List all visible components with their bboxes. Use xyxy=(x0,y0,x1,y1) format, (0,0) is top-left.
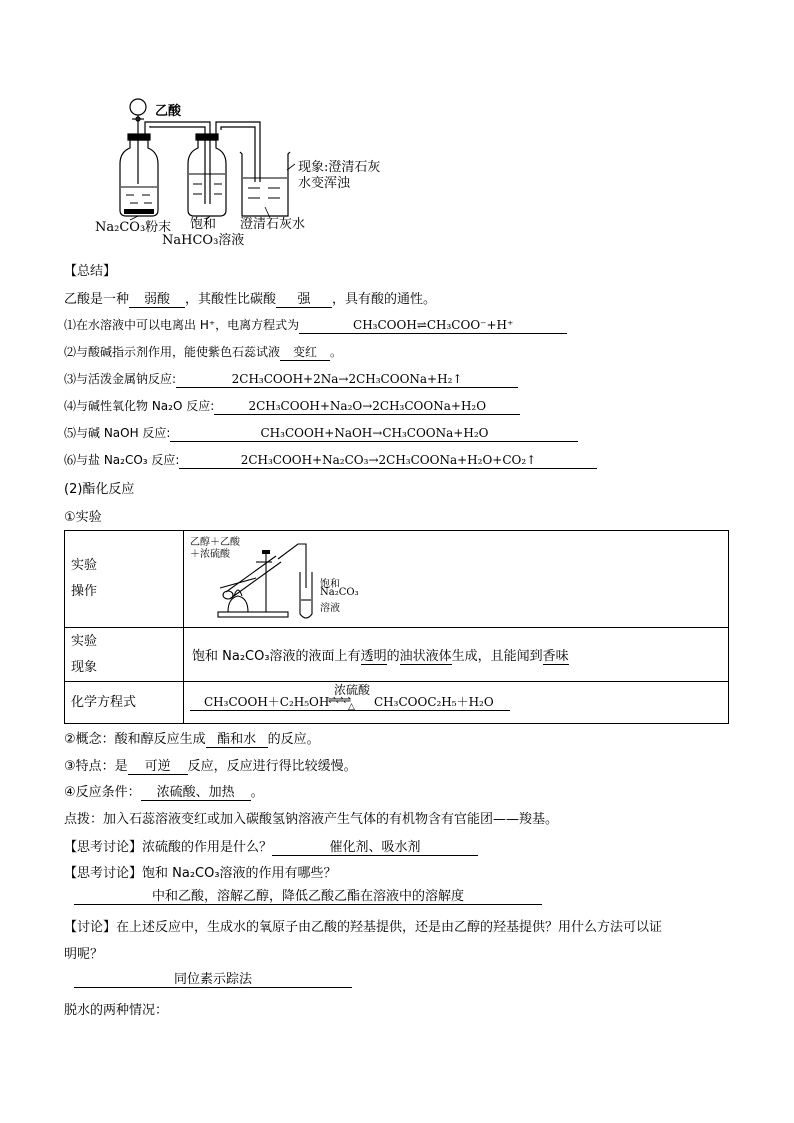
table-row-operation xyxy=(65,531,729,628)
sodium-equation: 2CH₃COOH+2Na→2CH₃COONa+H₂↑ xyxy=(176,372,518,388)
diagram-label-saturated-3: 溶液 xyxy=(320,603,340,614)
sodium-oxide-equation: 2CH₃COOH+Na₂O→2CH₃COONa+H₂O xyxy=(214,399,520,415)
esterification-heading: (2)酯化反应 xyxy=(64,482,135,497)
equation-heat: △ xyxy=(348,702,355,712)
apparatus-label-saturated-2: NaHCO₃溶液 xyxy=(162,233,245,248)
summary-item-6: ⑹与盐 Na₂CO₃ 反应: 2CH₃COOH+Na₂CO₃→2CH₃COONa+H₂O+CO₂↑ xyxy=(64,451,597,469)
discussion-3-line-1: 【讨论】在上述反应中，生成水的氧原子由乙酸的羟基提供，还是由乙醇的羟基提供？用什么方法可以证 xyxy=(64,920,663,935)
blank-conditions: 浓硫酸、加热 xyxy=(141,785,251,801)
diagram-label-saturated-2: Na₂CO₃ xyxy=(320,587,359,598)
equation-cell xyxy=(184,682,729,724)
equation-products: CH₃COOC₂H₅＋H₂O xyxy=(374,695,494,709)
phenomenon-cell: 饱和 Na₂CO₃溶液的液面上有透明的油状液体生成，且能闻到香味 xyxy=(184,628,729,682)
discussion-1: 【思考讨论】浓硫酸的作用是什么？ 催化剂、吸水剂 xyxy=(64,836,478,856)
discussion-3-line-2: 明呢？ xyxy=(64,947,104,962)
operation-header: 实验 操作 xyxy=(65,531,184,628)
discussion-2-answer xyxy=(74,889,542,905)
summary-item-5: ⑸与碱 NaOH 反应: CH₃COOH+NaOH→CH₃COONa+H₂O xyxy=(64,424,578,442)
blank-weak-acid: 弱酸 xyxy=(129,292,185,308)
feature-line: ③特点：是 可逆 反应，反应进行得比较缓慢。 xyxy=(64,759,357,774)
answer-carbonate-role: 中和乙酸，溶解乙醇，降低乙酸乙酯在溶液中的溶解度 xyxy=(74,889,542,905)
experiment-subheading: ①实验 xyxy=(64,510,102,525)
summary-item-1: ⑴在水溶液中可以电离出 H⁺，电离方程式为 CH₃COOH⇌CH₃COO⁻+H⁺ xyxy=(64,316,567,334)
dehydration-line: 脱水的两种情况： xyxy=(64,1003,169,1018)
blank-reversible: 可逆 xyxy=(128,759,188,775)
equation-header: 化学方程式 xyxy=(65,682,184,724)
blank-stronger: 强 xyxy=(276,292,332,308)
equation-catalyst: 浓硫酸 xyxy=(334,683,371,697)
apparatus-label-na2co3: Na₂CO₃粉末 xyxy=(95,220,172,235)
equation-reactants: CH₃COOH＋C₂H₅OH xyxy=(204,695,330,709)
apparatus-label-acid: 乙酸 xyxy=(155,104,182,119)
experiment-table xyxy=(64,530,729,724)
diagram-label-saturated-1: 饱和 xyxy=(320,579,340,590)
diagram-label-reagents-1: 乙醇＋乙酸 xyxy=(190,537,240,548)
sodium-carbonate-equation: 2CH₃COOH+Na₂CO₃→2CH₃COONa+H₂O+CO₂↑ xyxy=(179,453,597,469)
concept-line: ②概念：酸和醇反应生成 酯和水 的反应。 xyxy=(64,732,320,747)
esterification-equation xyxy=(190,683,510,712)
naoh-equation: CH₃COOH+NaOH→CH₃COONa+H₂O xyxy=(170,426,578,442)
blank-ester-and-water: 酯和水 xyxy=(206,732,268,748)
summary-item-3: ⑶与活泼金属钠反应: 2CH₃COOH+2Na→2CH₃COONa+H₂↑ xyxy=(64,370,518,388)
blank-turns-red: 变红 xyxy=(280,345,330,361)
apparatus-label-saturated-1: 饱和 xyxy=(190,217,217,232)
apparatus-label-observation-2: 水变浑浊 xyxy=(298,176,351,191)
answer-oily-liquid: 油状液体 xyxy=(399,649,452,664)
table-row-equation xyxy=(65,682,729,724)
operation-diagram-cell xyxy=(184,531,729,628)
acid-property-line: 乙酸是一种 弱酸 ，其酸性比碳酸 强 ，具有酸的通性。 xyxy=(64,292,437,307)
table-row-phenomenon xyxy=(65,628,729,682)
tip-line: 点拨：加入石蕊溶液变红或加入碳酸氢钠溶液产生气体的有机物含有官能团——羧基。 xyxy=(64,812,559,827)
condition-line: ④反应条件： 浓硫酸、加热 。 xyxy=(64,785,264,800)
summary-item-2: ⑵与酸碱指示剂作用，能使紫色石蕊试液 变红 。 xyxy=(64,345,343,359)
discussion-3-answer xyxy=(74,972,352,988)
answer-transparent: 透明 xyxy=(360,649,387,664)
answer-isotope-tracing: 同位素示踪法 xyxy=(74,972,352,988)
apparatus-label-limewater: 澄清石灰水 xyxy=(240,217,306,232)
apparatus-label-observation-1: 现象:澄清石灰 xyxy=(298,160,381,175)
summary-item-4: ⑷与碱性氧化物 Na₂O 反应: 2CH₃COOH+Na₂O→2CH₃COONa+H₂O xyxy=(64,397,520,415)
diagram-label-reagents-2: ＋浓硫酸 xyxy=(190,549,230,560)
phenomenon-header: 实验 现象 xyxy=(65,628,184,682)
summary-heading: 【总结】 xyxy=(64,264,117,279)
ionization-equation: CH₃COOH⇌CH₃COO⁻+H⁺ xyxy=(299,318,567,334)
answer-sulfuric-acid-role: 催化剂、吸水剂 xyxy=(272,840,478,856)
answer-fragrance: 香味 xyxy=(542,649,569,664)
discussion-2-question: 【思考讨论】饱和 Na₂CO₃溶液的作用有哪些？ xyxy=(64,866,337,881)
equation-reversible-arrow: ⇌⇌⇌ xyxy=(328,695,351,706)
